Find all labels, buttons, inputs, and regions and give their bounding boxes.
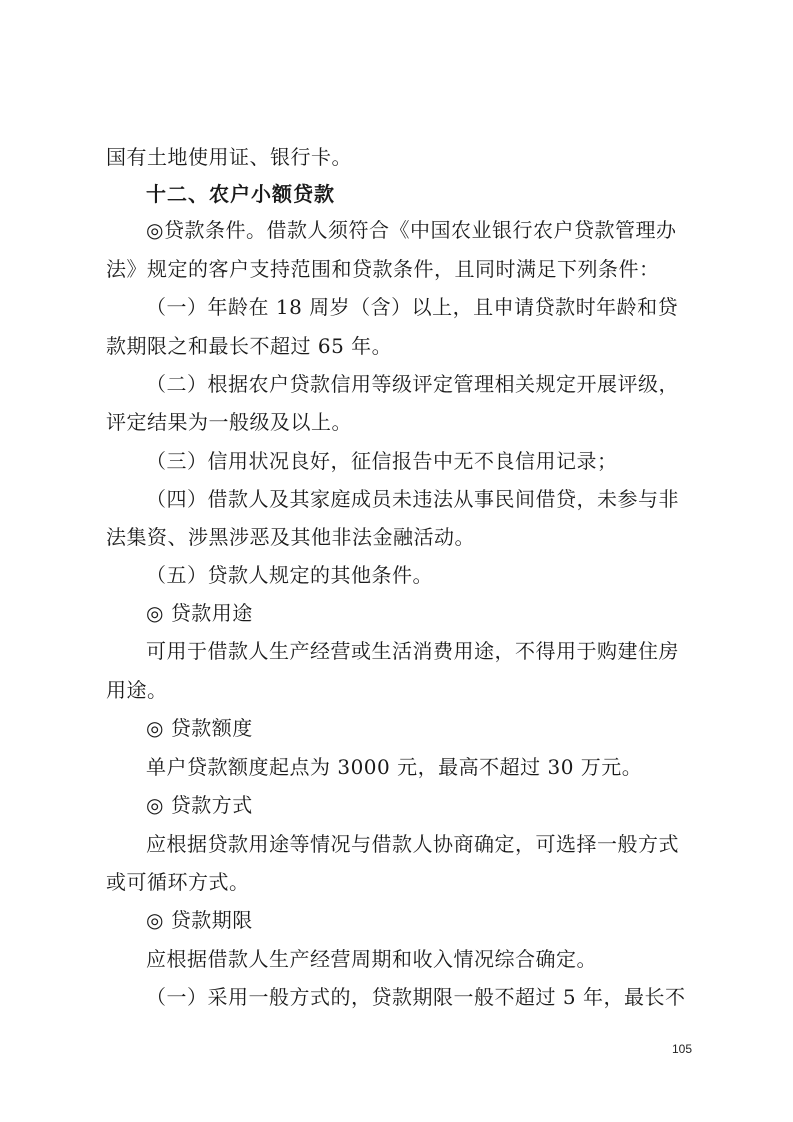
page-number: 105 (672, 1042, 693, 1056)
paragraph-line: （一）年龄在 18 周岁（含）以上，且申请贷款时年龄和贷 (146, 295, 679, 319)
paragraph-line: （五）贷款人规定的其他条件。 (146, 563, 433, 587)
subheading-line: ◎ 贷款额度 (146, 716, 253, 740)
subheading-line: ◎ 贷款方式 (146, 793, 253, 817)
paragraph-line: 法》规定的客户支持范围和贷款条件，且同时满足下列条件： (106, 257, 660, 281)
paragraph-line: 应根据贷款用途等情况与借款人协商确定，可选择一般方式 (146, 832, 679, 856)
paragraph-line: 款期限之和最长不超过 65 年。 (106, 334, 393, 358)
paragraph-line: （四）借款人及其家庭成员未违法从事民间借贷，未参与非 (146, 487, 679, 511)
paragraph-line: 评定结果为一般级及以上。 (106, 410, 352, 434)
paragraph-line: ◎贷款条件。借款人须符合《中国农业银行农户贷款管理办 (146, 218, 677, 242)
paragraph-line: 可用于借款人生产经营或生活消费用途，不得用于购建住房 (146, 639, 679, 663)
paragraph-line: 应根据借款人生产经营周期和收入情况综合确定。 (146, 947, 597, 971)
paragraph-line: （二）根据农户贷款信用等级评定管理相关规定开展评级， (146, 372, 679, 396)
subheading-line: ◎ 贷款用途 (146, 601, 253, 625)
paragraph-line: （一）采用一般方式的，贷款期限一般不超过 5 年，最长不 (146, 985, 686, 1009)
paragraph-line: 单户贷款额度起点为 3000 元，最高不超过 30 万元。 (146, 755, 643, 779)
section-heading: 十二、农户小额贷款 (146, 182, 335, 206)
subheading-line: ◎ 贷款期限 (146, 908, 253, 932)
paragraph-line: 国有土地使用证、银行卡。 (106, 145, 352, 169)
paragraph-line: 法集资、涉黑涉恶及其他非法金融活动。 (106, 525, 475, 549)
paragraph-line: （三）信用状况良好，征信报告中无不良信用记录； (146, 449, 618, 473)
paragraph-line: 或可循环方式。 (106, 870, 250, 894)
paragraph-line: 用途。 (106, 678, 168, 702)
